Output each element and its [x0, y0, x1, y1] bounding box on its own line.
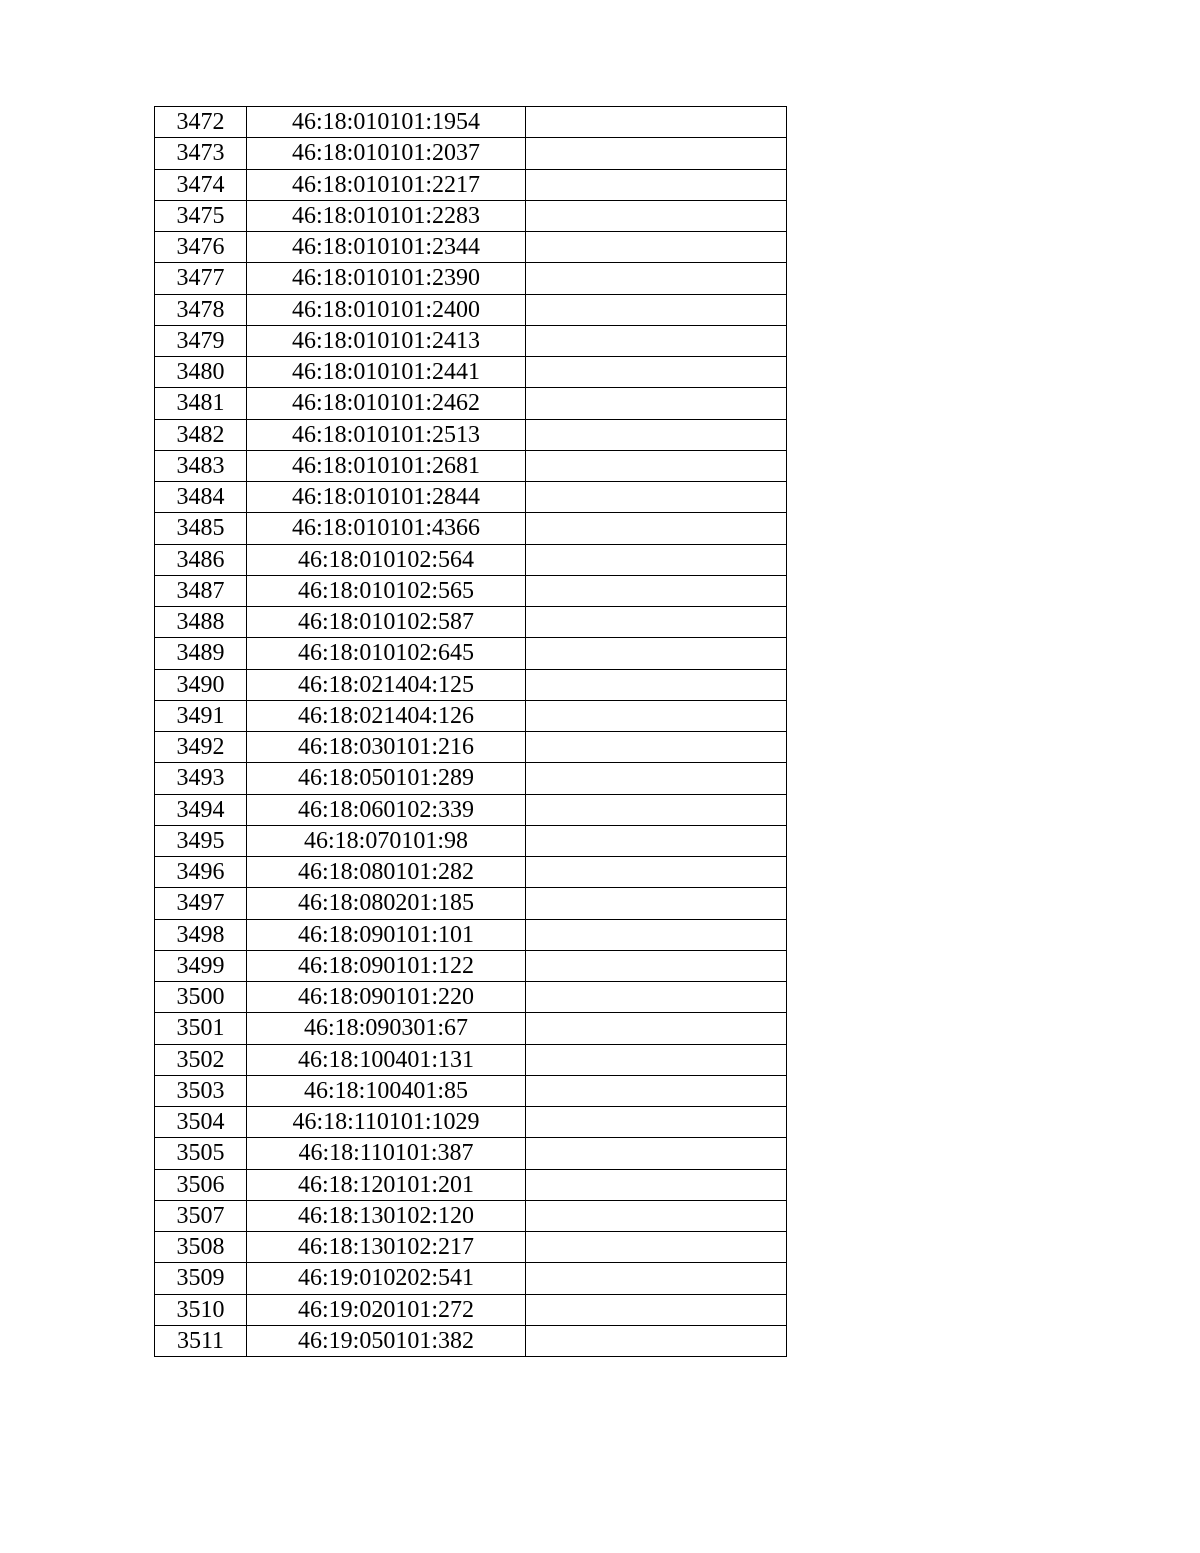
- cadastral-number-cell: 46:18:010101:2413: [247, 325, 526, 356]
- row-number-cell: 3490: [155, 669, 247, 700]
- table-row: [155, 575, 787, 606]
- row-number-cell: 3506: [155, 1169, 247, 1200]
- table-row: [155, 794, 787, 825]
- row-number-cell: 3473: [155, 138, 247, 169]
- empty-note-cell: [526, 200, 787, 231]
- row-number-cell: 3504: [155, 1107, 247, 1138]
- table-row: [155, 1325, 787, 1356]
- empty-note-cell: [526, 107, 787, 138]
- cadastral-number-cell: 46:18:010101:2344: [247, 232, 526, 263]
- row-number-cell: 3487: [155, 575, 247, 606]
- cadastral-number-cell: 46:18:030101:216: [247, 732, 526, 763]
- table-row: [155, 1263, 787, 1294]
- row-number-cell: 3474: [155, 169, 247, 200]
- empty-note-cell: [526, 419, 787, 450]
- row-number-cell: 3502: [155, 1044, 247, 1075]
- row-number-cell: 3511: [155, 1325, 247, 1356]
- table-row: [155, 513, 787, 544]
- table-row: [155, 1138, 787, 1169]
- empty-note-cell: [526, 1107, 787, 1138]
- cadastral-number-cell: 46:18:010101:2283: [247, 200, 526, 231]
- table-row: [155, 357, 787, 388]
- cadastral-number-cell: 46:18:080101:282: [247, 857, 526, 888]
- table-row: [155, 482, 787, 513]
- table-row: [155, 950, 787, 981]
- row-number-cell: 3505: [155, 1138, 247, 1169]
- row-number-cell: 3497: [155, 888, 247, 919]
- cadastral-number-cell: 46:18:100401:85: [247, 1075, 526, 1106]
- cadastral-number-cell: 46:18:090301:67: [247, 1013, 526, 1044]
- table-row: [155, 919, 787, 950]
- table-row: [155, 982, 787, 1013]
- empty-note-cell: [526, 1325, 787, 1356]
- cadastral-number-cell: 46:18:130102:120: [247, 1200, 526, 1231]
- cadastral-number-cell: 46:19:020101:272: [247, 1294, 526, 1325]
- empty-note-cell: [526, 1138, 787, 1169]
- empty-note-cell: [526, 638, 787, 669]
- row-number-cell: 3486: [155, 544, 247, 575]
- empty-note-cell: [526, 388, 787, 419]
- empty-note-cell: [526, 450, 787, 481]
- empty-note-cell: [526, 294, 787, 325]
- empty-note-cell: [526, 732, 787, 763]
- row-number-cell: 3496: [155, 857, 247, 888]
- empty-note-cell: [526, 825, 787, 856]
- row-number-cell: 3499: [155, 950, 247, 981]
- cadastral-number-cell: 46:18:100401:131: [247, 1044, 526, 1075]
- empty-note-cell: [526, 982, 787, 1013]
- table-row: [155, 325, 787, 356]
- table-row: [155, 763, 787, 794]
- cadastral-number-cell: 46:18:090101:220: [247, 982, 526, 1013]
- row-number-cell: 3503: [155, 1075, 247, 1106]
- row-number-cell: 3480: [155, 357, 247, 388]
- row-number-cell: 3495: [155, 825, 247, 856]
- empty-note-cell: [526, 1075, 787, 1106]
- cadastral-number-cell: 46:18:010101:2513: [247, 419, 526, 450]
- cadastral-number-cell: 46:18:010101:2844: [247, 482, 526, 513]
- table-row: [155, 669, 787, 700]
- cadastral-number-cell: 46:18:090101:122: [247, 950, 526, 981]
- empty-note-cell: [526, 857, 787, 888]
- empty-note-cell: [526, 607, 787, 638]
- table-row: [155, 263, 787, 294]
- cadastral-number-cell: 46:18:010101:2217: [247, 169, 526, 200]
- table-body: [155, 107, 787, 1357]
- row-number-cell: 3489: [155, 638, 247, 669]
- cadastral-number-cell: 46:18:010101:2390: [247, 263, 526, 294]
- row-number-cell: 3476: [155, 232, 247, 263]
- row-number-cell: 3483: [155, 450, 247, 481]
- cadastral-number-cell: 46:18:070101:98: [247, 825, 526, 856]
- cadastral-number-cell: 46:18:130102:217: [247, 1232, 526, 1263]
- row-number-cell: 3492: [155, 732, 247, 763]
- table-row: [155, 1294, 787, 1325]
- empty-note-cell: [526, 544, 787, 575]
- cadastral-number-cell: 46:19:010202:541: [247, 1263, 526, 1294]
- empty-note-cell: [526, 1232, 787, 1263]
- cadastral-number-cell: 46:18:010102:645: [247, 638, 526, 669]
- row-number-cell: 3485: [155, 513, 247, 544]
- cadastral-number-cell: 46:18:010101:2037: [247, 138, 526, 169]
- cadastral-number-cell: 46:18:010101:2441: [247, 357, 526, 388]
- cadastral-number-cell: 46:18:110101:1029: [247, 1107, 526, 1138]
- cadastral-table: [154, 106, 787, 1357]
- empty-note-cell: [526, 700, 787, 731]
- table-row: [155, 638, 787, 669]
- empty-note-cell: [526, 513, 787, 544]
- table-row: [155, 1107, 787, 1138]
- row-number-cell: 3500: [155, 982, 247, 1013]
- row-number-cell: 3477: [155, 263, 247, 294]
- cadastral-number-cell: 46:18:021404:126: [247, 700, 526, 731]
- empty-note-cell: [526, 1169, 787, 1200]
- table-row: [155, 419, 787, 450]
- table-row: [155, 200, 787, 231]
- table-row: [155, 1044, 787, 1075]
- empty-note-cell: [526, 482, 787, 513]
- cadastral-number-cell: 46:18:010101:2400: [247, 294, 526, 325]
- empty-note-cell: [526, 669, 787, 700]
- row-number-cell: 3493: [155, 763, 247, 794]
- cadastral-number-cell: 46:19:050101:382: [247, 1325, 526, 1356]
- cadastral-number-cell: 46:18:010102:587: [247, 607, 526, 638]
- table-row: [155, 1200, 787, 1231]
- table-row: [155, 888, 787, 919]
- table-row: [155, 607, 787, 638]
- cadastral-number-cell: 46:18:010102:565: [247, 575, 526, 606]
- table-row: [155, 857, 787, 888]
- cadastral-number-cell: 46:18:060102:339: [247, 794, 526, 825]
- table-row: [155, 388, 787, 419]
- empty-note-cell: [526, 1013, 787, 1044]
- row-number-cell: 3491: [155, 700, 247, 731]
- table-row: [155, 1232, 787, 1263]
- empty-note-cell: [526, 1294, 787, 1325]
- row-number-cell: 3494: [155, 794, 247, 825]
- empty-note-cell: [526, 169, 787, 200]
- table-row: [155, 138, 787, 169]
- table-row: [155, 232, 787, 263]
- table-row: [155, 825, 787, 856]
- table-row: [155, 450, 787, 481]
- row-number-cell: 3509: [155, 1263, 247, 1294]
- row-number-cell: 3479: [155, 325, 247, 356]
- cadastral-number-cell: 46:18:080201:185: [247, 888, 526, 919]
- empty-note-cell: [526, 1263, 787, 1294]
- row-number-cell: 3501: [155, 1013, 247, 1044]
- row-number-cell: 3481: [155, 388, 247, 419]
- cadastral-number-cell: 46:18:010101:1954: [247, 107, 526, 138]
- row-number-cell: 3507: [155, 1200, 247, 1231]
- empty-note-cell: [526, 763, 787, 794]
- row-number-cell: 3478: [155, 294, 247, 325]
- table-row: [155, 544, 787, 575]
- cadastral-number-cell: 46:18:010101:4366: [247, 513, 526, 544]
- cadastral-number-cell: 46:18:010101:2462: [247, 388, 526, 419]
- cadastral-number-cell: 46:18:010101:2681: [247, 450, 526, 481]
- empty-note-cell: [526, 232, 787, 263]
- empty-note-cell: [526, 888, 787, 919]
- empty-note-cell: [526, 794, 787, 825]
- row-number-cell: 3498: [155, 919, 247, 950]
- row-number-cell: 3475: [155, 200, 247, 231]
- empty-note-cell: [526, 1200, 787, 1231]
- cadastral-number-cell: 46:18:110101:387: [247, 1138, 526, 1169]
- table-row: [155, 700, 787, 731]
- row-number-cell: 3510: [155, 1294, 247, 1325]
- table-row: [155, 107, 787, 138]
- row-number-cell: 3482: [155, 419, 247, 450]
- table-row: [155, 1075, 787, 1106]
- cadastral-number-cell: 46:18:090101:101: [247, 919, 526, 950]
- cadastral-number-cell: 46:18:050101:289: [247, 763, 526, 794]
- cadastral-number-cell: 46:18:021404:125: [247, 669, 526, 700]
- empty-note-cell: [526, 325, 787, 356]
- empty-note-cell: [526, 1044, 787, 1075]
- cadastral-number-cell: 46:18:120101:201: [247, 1169, 526, 1200]
- table-row: [155, 1169, 787, 1200]
- row-number-cell: 3484: [155, 482, 247, 513]
- empty-note-cell: [526, 919, 787, 950]
- empty-note-cell: [526, 950, 787, 981]
- table-row: [155, 169, 787, 200]
- table-row: [155, 1013, 787, 1044]
- row-number-cell: 3472: [155, 107, 247, 138]
- table-row: [155, 294, 787, 325]
- empty-note-cell: [526, 263, 787, 294]
- empty-note-cell: [526, 138, 787, 169]
- empty-note-cell: [526, 357, 787, 388]
- row-number-cell: 3488: [155, 607, 247, 638]
- empty-note-cell: [526, 575, 787, 606]
- row-number-cell: 3508: [155, 1232, 247, 1263]
- table-row: [155, 732, 787, 763]
- cadastral-number-cell: 46:18:010102:564: [247, 544, 526, 575]
